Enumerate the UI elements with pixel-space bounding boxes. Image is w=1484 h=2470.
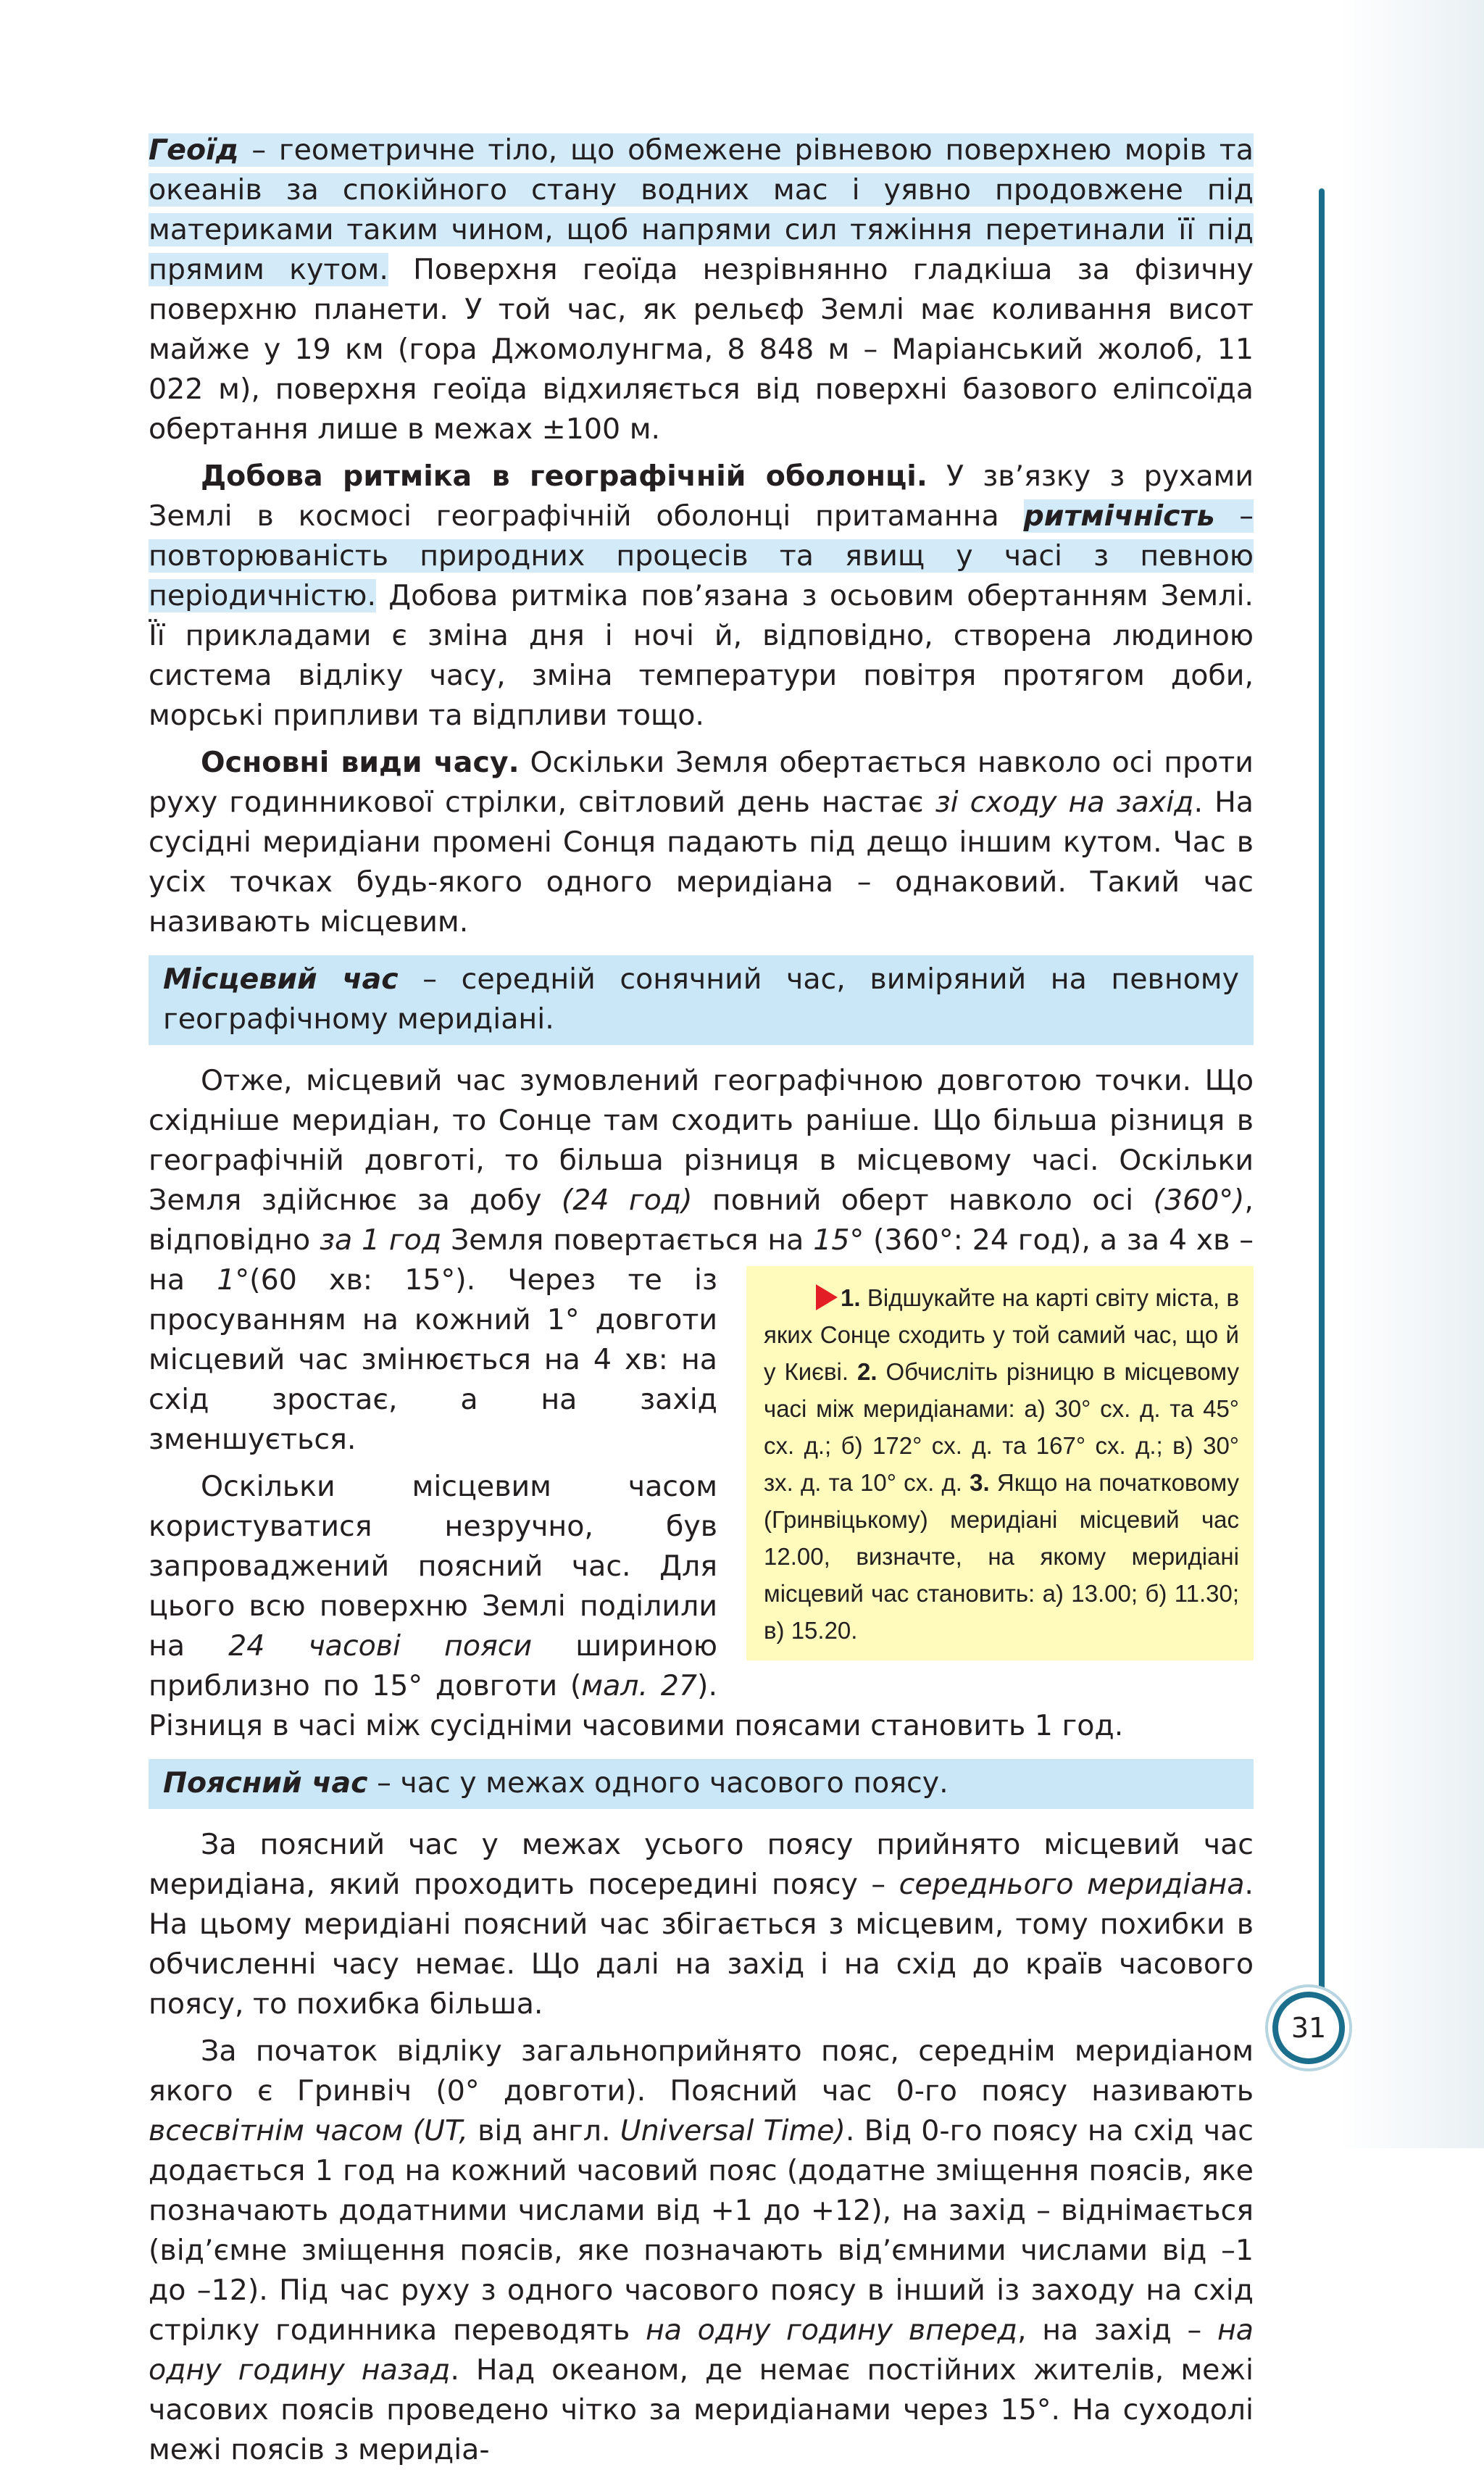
page-number-badge [1272, 1992, 1345, 2064]
geoid-text: Поверхня геоїда незрівнянно гладкіша за фізичну поверхню планети. У той час, як рельєф Землі має коливання висот майже у 19 км (гора Джомолунгма, 8 848 м – Маріанський жолоб, 11 022 м), поверхня геоїда відхиляється від поверхні базового еліпсоїда обертання лише в межах ±100 м. [149, 253, 1254, 446]
central-meridian-paragraph [149, 1825, 1254, 2024]
question-2-text: Обчисліть різницю в місцевому часі між меридіанами: а) 30° сх. д. та 45° сх. д.; б) 172° сх. д. та 167° сх. д.; в) 30° зх. д. та 10° сх. д. [764, 1358, 1239, 1496]
greenwich-text-5: . Над океаном, де немає постійних жителів, межі часових поясів проведено чітко за меридіанами через 15°. На суходолі межі поясів з меридіа- [149, 2353, 1254, 2466]
zones-text-3: ). Різниця в часі між сусідніми часовими поясами становить 1 год. [149, 1669, 1124, 1742]
zones-text-2: шириною приблизно по 15° довготи ( [149, 1629, 718, 1702]
longitude-italic-1: (24 год) [561, 1184, 693, 1217]
time-types-italic: зі сходу на захід [935, 786, 1194, 819]
longitude-text-2: повний оберт навколо осі [692, 1184, 1154, 1217]
question-3-number: 3. [970, 1469, 990, 1496]
greenwich-text-3: . Від 0-го поясу на схід час додається 1 год на кожний часовий пояс (додатне зміщення поясів, яке позначають додатними числами від +1 до +12), на захід – віднімається (від’ємне зміщення поясів, яке позначають від’ємними числами від –1 до –12). Під час руху з одного часового поясу в інший із заходу на схід стрілку годинника переводять [149, 2114, 1254, 2347]
longitude-italic-4: 15 [813, 1223, 850, 1257]
greenwich-italic-1: всесвітнім часом (UT, [149, 2114, 468, 2147]
greenwich-paragraph [149, 2032, 1254, 2470]
geoid-paragraph [149, 130, 1254, 449]
zone-time-definition-text: – час у межах одного часового поясу. [367, 1766, 949, 1800]
longitude-text-1: Отже, місцевий час зумовлений географічною довготою точки. Що східніше меридіан, то Сонце там сходить раніше. Що більша різниця в географічній довготі, то більша різниця в місцевому часі. Оскільки Земля здійснює за добу [149, 1064, 1254, 1217]
question-1-number: 1. [841, 1284, 861, 1311]
rhythmicity-term: ритмічність [1023, 499, 1215, 533]
zone-time-definition-box [149, 1759, 1254, 1809]
daily-rhythm-heading: Добова ритміка в географічній оболонці. [201, 460, 928, 493]
zones-italic-1: 24 часові пояси [228, 1629, 533, 1663]
central-text-1: За поясний час у межах усього поясу прийнято місцевий час меридіана, який проходить посередині поясу – [149, 1828, 1254, 1901]
time-types-rest: . На сусідні меридіани промені Сонця падають під дещо іншим кутом. Час в усіх точках будь-якого одного меридіана – однаковий. Такий час називають місцевим. [149, 786, 1254, 939]
question-3-text: Якщо на початковому (Гринвіцькому) меридіані місцевий час 12.00, визначте, на якому меридіані місцевий час становить: а) 13.00; б) 11.30; в) 15.20. [764, 1469, 1239, 1644]
zones-text-1: Оскільки місцевим часом користуватися незручно, був запроваджений поясний час. Для цього всю поверхню Землі поділили на [149, 1470, 717, 1663]
longitude-text-3: , відповідно [149, 1184, 1254, 1257]
greenwich-italic-2: Universal Time) [620, 2114, 846, 2147]
greenwich-italic-4: на одну годину назад [149, 2313, 1254, 2387]
daily-rhythm-text: У зв’язку з рухами Землі в космосі географічній оболонці притаманна [149, 460, 1254, 533]
longitude-italic-3: за 1 год [319, 1223, 442, 1257]
time-types-heading: Основні види часу. [201, 746, 520, 779]
margin-line [1319, 188, 1325, 2000]
question-1-text: Відшукайте на карті світу міста, в яких Сонце сходить у той самий час, що й у Києві. [764, 1284, 1239, 1385]
time-types-paragraph [149, 743, 1254, 942]
page-number: 31 [1291, 2012, 1327, 2044]
daily-rhythm-rest: Добова ритміка пов’язана з осьовим обертанням Землі. Її прикладами є зміна дня і ночі й, відповідно, створена людиною система відліку часу, зміна температури повітря протягом доби, морські припливи та відпливи тощо. [149, 579, 1254, 732]
greenwich-italic-3: на одну годину вперед [645, 2313, 1017, 2347]
questions-box [746, 1266, 1254, 1660]
greenwich-text-4: , на захід – [1017, 2313, 1217, 2347]
central-italic-1: середнього меридіана [899, 1868, 1245, 1901]
page-content [149, 130, 1254, 2470]
page-edge-shade [1339, 0, 1484, 2148]
figure-reference: мал. 27 [581, 1669, 698, 1702]
geoid-term: Геоїд [149, 133, 239, 167]
longitude-text-4: Земля повертається на [441, 1223, 814, 1257]
local-time-definition-box [149, 955, 1254, 1045]
rhythmicity-definition-text: – повторюваність природних процесів та явищ у часі з певною періодичністю. [149, 499, 1254, 612]
local-time-term: Місцевий час [163, 962, 399, 996]
greenwich-text-1: За початок відліку загальноприйнято пояс, середнім меридіаном якого є Гринвіч (0° довготи). Поясний час 0-го поясу називають [149, 2034, 1254, 2108]
longitude-text-5: ° (360°: 24 год), а за 4 хв – на [149, 1223, 1254, 1297]
central-text-2: . На цьому меридіані поясний час збігається з місцевим, тому похибки в обчисленні часу немає. Що далі на захід і на схід до країв часового поясу, то похибка більша. [149, 1868, 1254, 2021]
local-time-definition-text: – середній сонячний час, виміряний на певному географічному меридіані. [163, 962, 1239, 1036]
longitude-text-6: °(60 хв: 15°). Через те із просуванням на кожний 1° довготи місцевий час змінюється на 4 хв: на схід зростає, а на захід зменшується. [149, 1263, 717, 1456]
red-arrow-icon [816, 1284, 838, 1310]
daily-rhythm-paragraph [149, 457, 1254, 736]
longitude-italic-5: 1 [217, 1263, 235, 1297]
question-2-number: 2. [856, 1358, 878, 1385]
time-types-text: Оскільки Земля обертається навколо осі проти руху годинникової стрілки, світловий день настає [149, 746, 1254, 819]
longitude-italic-2: (360°) [1153, 1184, 1245, 1217]
zone-time-term: Поясний час [163, 1766, 368, 1800]
geoid-definition-text: – геометричне тіло, що обмежене рівневою поверхнею морів та океанів за спокійного стану водних мас і уявно продовжене під материками таким чином, щоб напрями сил тяжіння перетинали її під прямим кутом. [149, 133, 1254, 286]
greenwich-text-2: від англ. [467, 2114, 620, 2147]
